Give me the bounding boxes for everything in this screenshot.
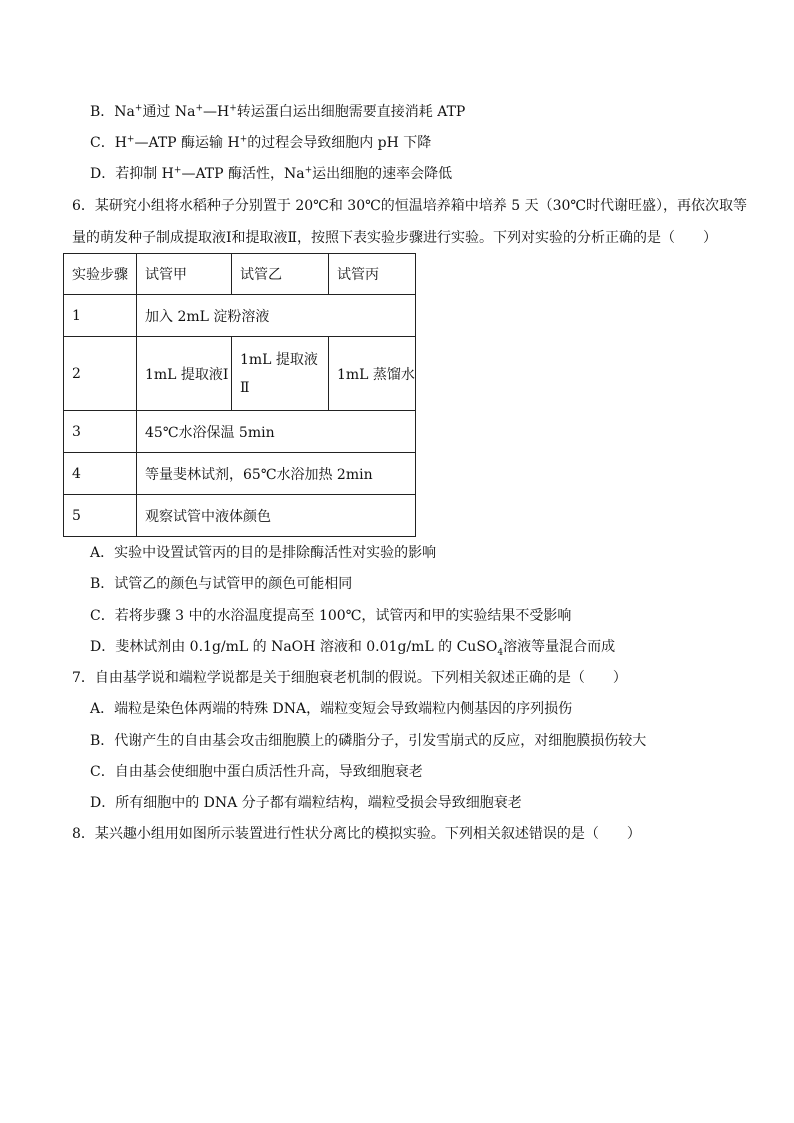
option-d-prev: D．若抑制 H+—ATP 酶活性，Na+运出细胞的速率会降低: [90, 165, 453, 182]
q7-option-a: A．端粒是染色体两端的特殊 DNA，端粒变短会导致端粒内侧基因的序列损伤: [90, 701, 573, 717]
q6-option-d: D．斐林试剂由 0.1g/mL 的 NaOH 溶液和 0.01g/mL 的 CuSO$_4$溶液等量混合而成: [90, 639, 616, 658]
table-header-cell: 实验步骤: [64, 254, 137, 295]
q8-stem: 8．某兴趣小组用如图所示装置进行性状分离比的模拟实验。下列相关叙述错误的是（ ）: [72, 826, 641, 842]
table-header-cell: 试管甲: [137, 254, 232, 295]
step-number: 3: [64, 411, 137, 453]
table-header-row: [64, 254, 416, 295]
table-row: [64, 495, 416, 537]
tube-b-line2: Ⅱ: [240, 379, 250, 396]
q7-option-b: B．代谢产生的自由基会攻击细胞膜上的磷脂分子，引发雪崩式的反应，对细胞膜损伤较大: [90, 733, 647, 749]
tube-b-cell: [232, 337, 329, 411]
step-number: 4: [64, 453, 137, 495]
step-number: 1: [64, 295, 137, 337]
step-number: 2: [64, 337, 137, 411]
tube-a-cell: 1mL 提取液Ⅰ: [137, 337, 232, 411]
q7-option-d: D．所有细胞中的 DNA 分子都有端粒结构，端粒受损会导致细胞衰老: [90, 795, 522, 811]
table-header-cell: 试管丙: [329, 254, 416, 295]
table-row: [64, 453, 416, 495]
step-content: 45℃水浴保温 5min: [137, 411, 416, 453]
option-c-prev: C．H+—ATP 酶运输 H+的过程会导致细胞内 pH 下降: [90, 134, 432, 151]
step-content: 观察试管中液体颜色: [137, 495, 416, 537]
option-b-prev: B．Na+通过 Na+—H+转运蛋白运出细胞需要直接消耗 ATP: [90, 103, 466, 120]
table-row: [64, 295, 416, 337]
table-header-cell: 试管乙: [232, 254, 329, 295]
step-content: 等量斐林试剂，65℃水浴加热 2min: [137, 453, 416, 495]
tube-b-line1: 1mL 提取液: [240, 351, 318, 368]
q6-option-b: B．试管乙的颜色与试管甲的颜色可能相同: [90, 576, 353, 592]
table-row: [64, 411, 416, 453]
q6-option-a: A．实验中设置试管丙的目的是排除酶活性对实验的影响: [90, 545, 437, 561]
q6-option-c: C．若将步骤 3 中的水浴温度提高至 100℃，试管丙和甲的实验结果不受影响: [90, 608, 572, 624]
q7-stem: 7．自由基学说和端粒学说都是关于细胞衰老机制的假说。下列相关叙述正确的是（ ）: [72, 670, 627, 686]
q6-stem-line1: 6．某研究小组将水稻种子分别置于 20℃和 30℃的恒温培养箱中培养 5 天（30℃时代谢旺盛），再依次取等: [72, 198, 748, 214]
step-number: 5: [64, 495, 137, 537]
step-content: 加入 2mL 淀粉溶液: [137, 295, 416, 337]
table-row: [64, 337, 416, 411]
q6-table: [63, 253, 416, 537]
q6-stem-line2: 量的萌发种子制成提取液Ⅰ和提取液Ⅱ，按照下表实验步骤进行实验。下列对实验的分析正确的是（ ）: [72, 230, 718, 246]
tube-c-cell: 1mL 蒸馏水: [329, 337, 416, 411]
q7-option-c: C．自由基会使细胞中蛋白质活性升高，导致细胞衰老: [90, 764, 423, 780]
